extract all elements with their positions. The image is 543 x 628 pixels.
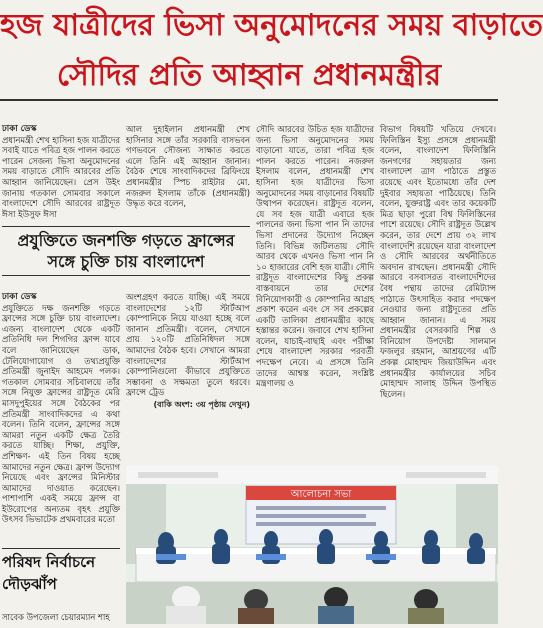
third-story-headline bbox=[2, 548, 120, 595]
headline-line-2: সৌদির প্রতি আহ্বান প্রধানমন্ত্রীর bbox=[56, 58, 442, 93]
second-story-column-2 bbox=[126, 292, 250, 409]
third-story-headline-line-1: পরিষদ নির্বাচনে bbox=[2, 553, 96, 571]
lead-story-text-4: বিভাগ বিষয়টি খতিয়ে দেখবে। ফিলিস্তিন ইস্যু প্রসঙ্গে প্রধানমন্ত্রী বলেন, বাংলাদেশ ফিলিস্তিনি জনগণের সহায়তার জন্য বাংলাদেশ ত্রাণ পাঠাতে প্রস্তুত রয়েছে এবং ইতোমধ্যে তাঁর দেশ দুইবার সহায়তা পাঠিয়েছে। তিনি বলেন, যুক্তরাষ্ট্র এবং তার কয়েকটি মিত্র ছাড়া পুরো বিশ্ব ফিলিস্তিনের পাশে রয়েছে। সৌদি রাষ্ট্রদূত উল্লেখ করেন, তার দেশে প্রায় ৩২ লাখ বাংলাদেশি রয়েছেন যারা বাংলাদেশ ও সৌদি আরবের অর্থনীতিতে অবদান রাখছেন। প্রধানমন্ত্রী সৌদি আরবে বসবাসরত বাংলাদেশিদের বৈধ পন্থায় তাদের রেমিট্যান্স পাঠাতে উৎসাহিত করার পদক্ষেপ নেওয়ার জন্য রাষ্ট্রদূতের প্রতি আহ্বান জানান। এ সময় প্রধানমন্ত্রীর বেসরকারি শিল্প ও বিনিয়োগ উপদেষ্টা সালমান ফজলুর রহমান, আশ্রয়ণের এটি প্রকল্প মোহাম্মদ জিয়াউদ্দিন এবং প্রধানমন্ত্রীর কার্যালয়ের সচিব মোহাম্মদ সালাহ উদ্দিন উপস্থিত ছিলেন। bbox=[380, 124, 496, 399]
lead-story-column-1 bbox=[2, 124, 120, 220]
second-story-headline bbox=[2, 226, 250, 276]
third-story-headline-line-2: দৌড়ঝাঁপ bbox=[2, 575, 57, 593]
lead-story-text-1: প্রধানমন্ত্রী শেখ হাসিনা হজ যাত্রীদের সবাই যাতে পবিত্র হজ পালন করতে পারেন সেজন্য ভিসা অনুমোদনের সময় বাড়াতে সৌদি আরবের প্রতি আহ্বান জানিয়েছেন। প্রেস উইং জানায় গতকাল সোমবার সকালে বাংলাদেশে সৌদি আরবের রাষ্ট্রদূত ঈসা ইউসুফ ঈসা bbox=[2, 134, 120, 219]
meeting-photo-illustration bbox=[126, 466, 498, 624]
second-story-text-2: অংশগ্রহণ করতে যাচ্ছি। এই সময়ে বাংলাদেশের ১২টি স্টার্টআপ কোম্পানিকে নিয়ে যাওয়া হচ্ছে বলে জানান প্রতিমন্ত্রী। বলেন, সেখানে প্রায় ১২০টি প্রতিনিধিদল সঙ্গে আমাদের বৈঠক হবে। সেখানে আমরা বাংলাদেশের স্টার্টআপ কোম্পানিগুলো কীভাবে প্রযুক্তিতে সম্ভাবনা ও সক্ষমতা তুলে ধরবে। ফ্রান্সে ট্রেড bbox=[126, 292, 250, 398]
headline-divider bbox=[0, 99, 498, 101]
headline-line-1: হজ যাত্রীদের ভিসা অনুমোদনের সময় বাড়াতে bbox=[0, 8, 543, 43]
second-story-text-1: প্রযুক্তিতে দক্ষ জনশক্তি গড়তে ফ্রান্সের সঙ্গে চুক্তি চায় বাংলাদেশ। এজন্য বাংলাদেশ থেকে একটি প্রতিনিধি দল শিগগির ফ্রান্স যাবে বলে জানিয়েছেন ডাক, টেলিযোগাযোগ ও তথ্যপ্রযুক্তি প্রতিমন্ত্রী জুনাইদ আহমেদ পলক। গতকাল সোমবার সচিবালয়ে তাঁর সঙ্গে নিযুক্ত ফ্রান্সের রাষ্ট্রদূত মেরি মাসদুপুইয়ের সঙ্গে বৈঠকের পর প্রতিমন্ত্রী সাংবাদিকদের এ কথা বলেন। তিনি বলেন, ফ্রান্সের সঙ্গে আমরা নতুন একটি ক্ষেত্র তৈরি করতে যাচ্ছি। শিক্ষা, প্রযুক্তি, প্রশিক্ষণ- এই তিন বিষয় হচ্ছে আমাদের নতুন ক্ষেত্র। ফ্রান্স উদ্যোগ নিয়েছে এবং ফ্রান্সের মিনিস্টার আমাদের দাওয়াত করেছেন। পাশাপাশি একই সময়ে ফ্রান্স বা ইউরোপের অন্যতম বৃহৎ প্রযুক্তি উৎসব ভিভাটেক প্রথমবারের মতো bbox=[2, 302, 120, 525]
lead-story-column-3 bbox=[256, 124, 374, 454]
second-story-headline-line-1: প্রযুক্তিতে জনশক্তি গড়তে ফ্রান্সের bbox=[17, 231, 235, 250]
third-story-byline-text: সাবেক উপজেলা চেয়ারম্যান শাহ bbox=[2, 612, 110, 622]
second-story-dateline: ঢাকা ডেস্ক bbox=[2, 292, 37, 302]
third-story-byline bbox=[2, 612, 120, 624]
lead-story-column-2 bbox=[126, 124, 250, 209]
second-story-headline-line-2: সঙ্গে চুক্তি চায় বাংলাদেশ bbox=[47, 252, 205, 271]
photo-banner-text: আলোচনা সভা bbox=[290, 489, 352, 500]
continued-note: (বাকি অংশ: ৩য় পৃষ্ঠায় দেখুন) bbox=[153, 399, 250, 409]
lead-story-column-4 bbox=[380, 124, 496, 462]
lead-story-text-2: আল দুহাইলান প্রধানমন্ত্রী শেখ হাসিনার সঙ্গে তাঁর সরকারি বাসভবন গণভবনে সৌজন্য সাক্ষাত করতে এলে তিনি এই আহ্বান জানান। বৈঠক শেষে সাংবাদিকদের ব্রিফিংয়ে প্রধানমন্ত্রীর স্পিচ রাইটার মো. নজরুল ইসলাম তাঁকে (প্রধানমন্ত্রী) উদ্ধৃত করে বলেন, bbox=[126, 124, 250, 209]
news-photo bbox=[126, 466, 498, 624]
lead-story-text-3: সৌদি আরবের উচিত হজ যাত্রীদের জন্য ভিসা অনুমোদনের সময় বাড়ানো যাতে, তারা পবিত্র হজ পালন করতে পারেন। নজরুল ইসলাম বলেন, প্রধানমন্ত্রী শেখ হাসিনা হজ যাত্রীদের ভিসা অনুমোদনের সময় বাড়ানোর বিষয়টি উত্থাপন করেছেন। রাষ্ট্রদূত বলেন, যে সব হজ যাত্রী এবারে হজ পালনের জন্য ভিসা পান নি তাদের ভিসা প্রদানের উদ্যোগ নিচ্ছেন তিনি। বিভিন্ন জটিলতায় সৌদি আরব থেকে এখনও ভিসা পান নি ১০ হাজারের বেশি হজ যাত্রী। সৌদি রাষ্ট্রদূত বাংলাদেশের কিছু প্রকল্প বাস্তবায়নে তার দেশের বিনিয়োগকারী ও কোম্পানির আগ্রহ প্রকাশ করেন এবং সে সব প্রকল্পের একটি তালিকা প্রধানমন্ত্রীর কাছে হস্তান্তর করেন। জবাবে শেখ হাসিনা বলেন, যাচাই-বাছাই এবং পরীক্ষা শেষে বাংলাদেশ সরকার পরবর্তী পদক্ষেপ নেবে। এ প্রসঙ্গে তিনি তাদের আশ্বস্ত করেন, সংশ্লিষ্ট মন্ত্রণালয় ও bbox=[256, 124, 374, 389]
second-story-column-1 bbox=[2, 292, 120, 525]
lead-story-dateline: ঢাকা ডেস্ক bbox=[2, 124, 37, 134]
